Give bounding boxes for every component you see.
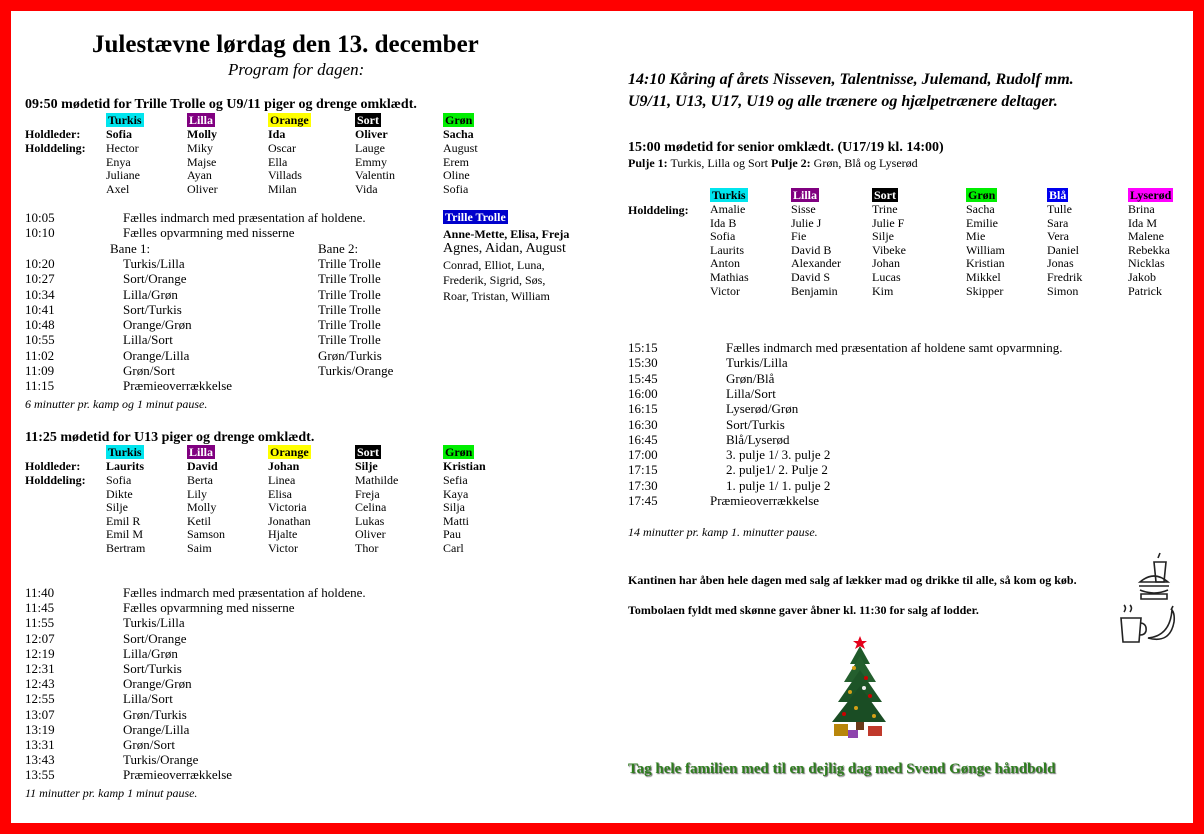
s3-time: 17:45 — [628, 493, 658, 508]
s3-team-1-player: Benjamin — [791, 283, 838, 298]
s3-team-0-player: Ida B — [710, 215, 737, 230]
s3-team-1-player: Sisse — [791, 202, 816, 216]
s2-team-4-tag: Grøn — [445, 445, 473, 459]
pool-2-teams: Grøn, Blå og Lyserød — [810, 156, 918, 170]
s2-team-3-player: Thor — [355, 541, 379, 555]
s2-heading: 11:25 mødetid for U13 piger og drenge omklædt. — [25, 430, 315, 445]
s2-time: 13:55 — [25, 767, 55, 783]
s3-team-0-player: Victor — [710, 283, 740, 298]
s1-team-0-player: Enya — [106, 154, 131, 169]
s1-team-4-player: Erem — [443, 154, 469, 169]
s2-match: Præmieoverrækkelse — [123, 767, 233, 783]
s3-time: 16:15 — [628, 401, 658, 417]
s1-team-0-player: Axel — [106, 181, 130, 196]
s2-time: 11:40 — [25, 585, 55, 600]
s2-match: Turkis/Orange — [123, 752, 199, 768]
s2-match: Lilla/Grøn — [123, 645, 178, 661]
s2-team-1-player: Lily — [187, 486, 207, 501]
s3-match: Lyserød/Grøn — [726, 401, 799, 417]
s2-team-0-player: Silje — [106, 500, 129, 515]
page-subtitle: Program for dagen: — [228, 60, 365, 79]
s1-time: 10:41 — [25, 301, 55, 317]
s3-team-1-player: David B — [791, 242, 832, 257]
s1-time: 10:05 — [25, 210, 55, 225]
s2-team-1-leader: David — [187, 459, 218, 473]
s3-match: Sort/Turkis — [726, 416, 785, 432]
s2-time: 12:43 — [25, 676, 55, 692]
s3-team-0-player: Anton — [710, 256, 740, 271]
s2-time: 12:55 — [25, 691, 55, 707]
s2-time: 12:31 — [25, 661, 55, 676]
s2-match: Grøn/Sort — [123, 737, 175, 752]
s2-time: 11:55 — [25, 615, 55, 631]
s1-team-3-player: Vida — [355, 181, 378, 196]
s2-team-3-player: Celina — [355, 500, 387, 515]
s3-team-5-player: Nicklas — [1128, 256, 1165, 271]
award-line-2: U9/11, U13, U17, U19 og alle trænere og hjælpetrænere deltager. — [628, 93, 1058, 110]
s1-time: 11:15 — [25, 378, 55, 394]
s2-team-3-player: Lukas — [355, 513, 385, 528]
s2-team-2-leader: Johan — [268, 459, 300, 473]
s2-team-1-player: Berta — [187, 473, 213, 487]
s2-team-2-player: Victoria — [268, 500, 307, 515]
s1-team-3-leader: Oliver — [355, 127, 388, 141]
s2-match: Sort/Orange — [123, 630, 187, 646]
s2-time: 13:07 — [25, 706, 55, 722]
s2-team-3-player: Freja — [355, 486, 380, 501]
s2-team-3-leader: Silje — [355, 459, 378, 473]
s1-team-1-player: Oliver — [187, 181, 218, 196]
s3-team-3-player: Mie — [966, 229, 986, 244]
s1-match: Orange/Grøn — [123, 317, 192, 333]
s1-team-4-player: Oline — [443, 168, 470, 183]
s3-team-2-player: Kim — [872, 283, 894, 298]
s3-team-2-player: Trine — [872, 202, 898, 216]
s1-time: 11:09 — [25, 363, 55, 378]
s2-time: 11:45 — [25, 600, 55, 616]
award-line-1: 14:10 Kåring af årets Nisseven, Talentnisse, Julemand, Rudolf mm. — [628, 71, 1074, 88]
s1-team-1-tag: Lilla — [189, 113, 214, 127]
s2-team-2-player: Jonathan — [268, 513, 311, 528]
s2-team-1-player: Ketil — [187, 513, 211, 528]
s1-team-0-player: Hector — [106, 141, 139, 155]
s3-team-5-player: Malene — [1128, 229, 1164, 244]
s1-match: Lilla/Grøn — [123, 286, 178, 302]
s2-team-2-player: Victor — [268, 541, 298, 555]
s2-team-1-tag: Lilla — [189, 445, 214, 459]
s2-match: Fælles indmarch med præsentation af holdene. — [123, 585, 366, 600]
s3-team-2-player: Johan — [872, 256, 900, 271]
s3-time: 17:30 — [628, 477, 658, 493]
s1-team-2-player: Oscar — [268, 141, 296, 155]
s3-match: Turkis/Lilla — [726, 355, 788, 371]
s3-team-5-player: Patrick — [1128, 283, 1162, 298]
s3-time: 15:15 — [628, 340, 658, 355]
s1-division-label: Holddeling: — [25, 141, 86, 155]
trille-player-line: Conrad, Elliot, Luna, — [443, 257, 545, 272]
s2-team-4-player: Silja — [443, 500, 466, 515]
trille-player-line: Roar, Tristan, William — [443, 288, 550, 303]
s3-team-3-player: William — [966, 242, 1005, 257]
s2-team-1-player: Molly — [187, 500, 217, 515]
s2-team-3-tag: Sort — [357, 445, 379, 459]
s2-team-0-player: Emil M — [106, 527, 144, 542]
s3-team-4-player: Tulle — [1047, 202, 1072, 216]
s2-match: Turkis/Lilla — [123, 615, 185, 631]
coffee-banana-icon — [1118, 602, 1176, 646]
s2-match: Grøn/Turkis — [123, 706, 187, 722]
s1-team-4-tag: Grøn — [445, 113, 473, 127]
s3-team-0-player: Sofia — [710, 229, 736, 244]
s1-match: Præmieoverrækkelse — [123, 378, 233, 394]
s1-time: 10:34 — [25, 286, 55, 302]
s1-team-3-player: Emmy — [355, 154, 387, 169]
s3-match: Blå/Lyserød — [726, 431, 790, 447]
s3-team-5-player: Ida M — [1128, 215, 1157, 230]
s3-match: 3. pulje 1/ 3. pulje 2 — [726, 447, 831, 463]
s2-match: Orange/Lilla — [123, 721, 190, 737]
s3-match: Præmieoverrækkelse — [710, 493, 820, 508]
s1-team-4-leader: Sacha — [443, 127, 474, 141]
s3-team-0-tag: Turkis — [712, 188, 746, 202]
s1-team-1-player: Ayan — [187, 168, 212, 183]
s3-division-label: Holddeling: — [628, 203, 689, 217]
s2-match: Lilla/Sort — [123, 691, 173, 707]
s3-team-0-player: Amalie — [710, 202, 746, 216]
s1-team-3-tag: Sort — [357, 113, 379, 127]
s3-team-1-player: Alexander — [791, 256, 841, 271]
s3-team-2-player: Julie F — [872, 215, 905, 230]
s2-team-0-player: Sofia — [106, 473, 132, 487]
s2-team-0-player: Dikte — [106, 486, 133, 501]
s1-match-bane-2: Trille Trolle — [318, 332, 381, 348]
s1-match: Orange/Lilla — [123, 347, 190, 363]
s3-match: Grøn/Blå — [726, 370, 775, 386]
s3-match: Lilla/Sort — [726, 385, 776, 401]
s3-team-5-tag: Lyserød — [1130, 188, 1172, 202]
s2-team-4-player: Matti — [443, 513, 469, 528]
s1-match-bane-2: Grøn/Turkis — [318, 347, 382, 363]
s1-team-2-leader: Ida — [268, 127, 286, 141]
s1-time: 11:02 — [25, 347, 55, 363]
s3-team-1-tag: Lilla — [793, 188, 818, 202]
s1-match: Bane 1: — [110, 240, 151, 256]
pool-2-label: Pulje 2: — [771, 156, 811, 170]
s3-team-3-tag: Grøn — [968, 188, 996, 202]
s3-team-1-player: David S — [791, 270, 830, 284]
s2-team-0-player: Emil R — [106, 513, 141, 528]
s3-team-3-player: Sacha — [966, 202, 995, 216]
s3-team-2-player: Vibeke — [872, 242, 906, 257]
s2-team-0-player: Bertram — [106, 541, 146, 555]
s3-team-5-player: Jakob — [1128, 270, 1156, 284]
s1-team-1-player: Miky — [187, 141, 214, 155]
s2-time: 13:19 — [25, 721, 55, 737]
trille-leaders: Anne-Mette, Elisa, Freja — [443, 227, 570, 241]
s1-match-bane-2: Trille Trolle — [318, 255, 381, 271]
s3-team-3-player: Emilie — [966, 215, 998, 230]
s2-note: 11 minutter pr. kamp 1 minut pause. — [25, 786, 198, 800]
s1-match: Fælles opvarmning med nisserne — [123, 225, 295, 241]
s1-match-bane-2: Trille Trolle — [318, 317, 381, 333]
s2-team-4-leader: Kristian — [443, 459, 486, 473]
s3-team-4-player: Fredrik — [1047, 270, 1083, 284]
s1-match: Sort/Turkis — [123, 301, 182, 317]
s2-time: 13:43 — [25, 752, 55, 768]
s2-team-1-player: Samson — [187, 527, 226, 542]
s2-team-4-player: Pau — [443, 527, 461, 542]
s2-match: Orange/Grøn — [123, 676, 192, 692]
s3-team-3-player: Skipper — [966, 283, 1004, 298]
s1-team-2-player: Villads — [268, 168, 302, 183]
s1-team-0-tag: Turkis — [108, 113, 142, 127]
s3-heading: 15:00 mødetid for senior omklædt. (U17/19 kl. 14:00) — [628, 140, 944, 155]
s2-team-3-player: Oliver — [355, 527, 386, 542]
s3-team-4-tag: Blå — [1049, 188, 1067, 202]
s1-time: 10:20 — [25, 255, 55, 271]
s2-team-4-player: Kaya — [443, 486, 469, 501]
pool-1-teams: Turkis, Lilla og Sort — [667, 156, 772, 170]
s3-note: 14 minutter pr. kamp 1. minutter pause. — [628, 525, 818, 539]
s2-time: 12:19 — [25, 645, 55, 661]
s2-team-2-tag: Orange — [270, 445, 309, 459]
s1-note: 6 minutter pr. kamp og 1 minut pause. — [25, 397, 208, 411]
s1-leader-label: Holdleder: — [25, 127, 81, 141]
s3-team-5-player: Brina — [1128, 202, 1155, 216]
s2-match: Sort/Turkis — [123, 661, 182, 676]
s3-team-0-player: Laurits — [710, 242, 744, 257]
s3-team-4-player: Daniel — [1047, 242, 1079, 257]
s2-team-1-player: Saim — [187, 541, 212, 555]
s3-team-2-tag: Sort — [874, 188, 896, 202]
trille-player-line: Frederik, Sigrid, Søs, — [443, 273, 546, 287]
s3-team-2-player: Silje — [872, 229, 895, 244]
s3-time: 16:00 — [628, 385, 658, 401]
s3-time: 17:15 — [628, 462, 658, 478]
s3-time: 15:30 — [628, 355, 658, 371]
s2-match: Fælles opvarmning med nisserne — [123, 600, 295, 616]
s3-time: 16:45 — [628, 431, 658, 447]
s2-time: 12:07 — [25, 630, 55, 646]
christmas-tree-icon — [826, 634, 890, 740]
s2-team-2-player: Linea — [268, 473, 296, 487]
s3-time: 17:00 — [628, 447, 658, 463]
s3-team-3-player: Kristian — [966, 256, 1005, 271]
s2-team-0-leader: Laurits — [106, 459, 145, 473]
food-icon — [1136, 552, 1172, 602]
canteen-info: Kantinen har åben hele dagen med salg af lækker mad og drikke til alle, så kom og køb. — [628, 573, 1077, 587]
s2-team-2-player: Elisa — [268, 486, 292, 501]
s3-team-0-player: Mathias — [710, 270, 749, 284]
s3-team-1-player: Julie J — [791, 215, 822, 230]
tombola-info: Tombolaen fyldt med skønne gaver åbner kl. 11:30 for salg af lodder. — [628, 603, 979, 617]
s1-match-bane-2: Trille Trolle — [318, 301, 381, 317]
s1-match: Fælles indmarch med præsentation af holdene. — [123, 210, 366, 225]
s3-time: 16:30 — [628, 416, 658, 432]
s2-team-2-player: Hjalte — [268, 527, 298, 542]
s1-time: 10:10 — [25, 225, 55, 241]
footer-slogan: Tag hele familien med til en dejlig dag med Svend Gønge håndbold — [628, 761, 1056, 777]
s2-division-label: Holddeling: — [25, 473, 86, 487]
s1-match-bane-2: Trille Trolle — [318, 271, 381, 287]
s3-team-4-player: Simon — [1047, 283, 1079, 298]
s2-team-0-tag: Turkis — [108, 445, 142, 459]
s2-team-3-player: Mathilde — [355, 473, 399, 487]
s1-match: Sort/Orange — [123, 271, 187, 287]
s1-match: Grøn/Sort — [123, 363, 175, 378]
s1-team-3-player: Valentin — [355, 168, 395, 183]
s1-team-0-leader: Sofia — [106, 127, 133, 141]
s3-time: 15:45 — [628, 370, 658, 386]
pool-1-label: Pulje 1: — [628, 156, 668, 170]
s1-team-2-player: Ella — [268, 154, 288, 169]
s2-leader-label: Holdleder: — [25, 459, 81, 473]
s3-team-2-player: Lucas — [872, 270, 901, 284]
s3-pools — [628, 156, 918, 170]
s1-team-4-player: Sofia — [443, 181, 469, 196]
s3-match: Fælles indmarch med præsentation af holdene samt opvarmning. — [726, 340, 1063, 355]
s1-match-bane-2: Turkis/Orange — [318, 363, 394, 378]
s1-match: Turkis/Lilla — [123, 255, 185, 271]
s3-match: 1. pulje 1/ 1. pulje 2 — [726, 477, 831, 493]
s1-team-1-leader: Molly — [187, 127, 217, 141]
s3-team-3-player: Mikkel — [966, 270, 1001, 284]
s3-team-4-player: Sara — [1047, 215, 1069, 230]
s1-time: 10:27 — [25, 271, 55, 287]
s1-time: 10:55 — [25, 332, 55, 348]
s3-team-1-player: Fie — [791, 229, 807, 244]
s1-time: 10:48 — [25, 317, 55, 333]
s1-team-1-player: Majse — [187, 154, 217, 169]
s1-match: Lilla/Sort — [123, 332, 173, 348]
s1-team-3-player: Lauge — [355, 141, 385, 155]
s1-team-0-player: Juliane — [106, 168, 140, 183]
s1-match-bane-2: Bane 2: — [318, 240, 359, 256]
s1-match-bane-2: Trille Trolle — [318, 286, 381, 302]
trille-player-line: Agnes, Aidan, August — [443, 241, 566, 256]
s3-team-5-player: Rebekka — [1128, 242, 1170, 257]
trille-trolle-tag: Trille Trolle — [445, 210, 506, 224]
s1-team-2-player: Milan — [268, 181, 297, 196]
s1-team-4-player: August — [443, 141, 478, 155]
page-title: Julestævne lørdag den 13. december — [92, 31, 479, 58]
s1-team-2-tag: Orange — [270, 113, 309, 127]
s2-team-4-player: Carl — [443, 541, 464, 555]
s3-match: 2. pulje1/ 2. Pulje 2 — [726, 462, 828, 478]
s3-team-4-player: Vera — [1047, 229, 1069, 244]
s2-time: 13:31 — [25, 737, 55, 752]
s2-team-4-player: Sefia — [443, 473, 468, 487]
s3-team-4-player: Jonas — [1047, 256, 1074, 271]
s1-heading: 09:50 mødetid for Trille Trolle og U9/11 piger og drenge omklædt. — [25, 97, 417, 112]
